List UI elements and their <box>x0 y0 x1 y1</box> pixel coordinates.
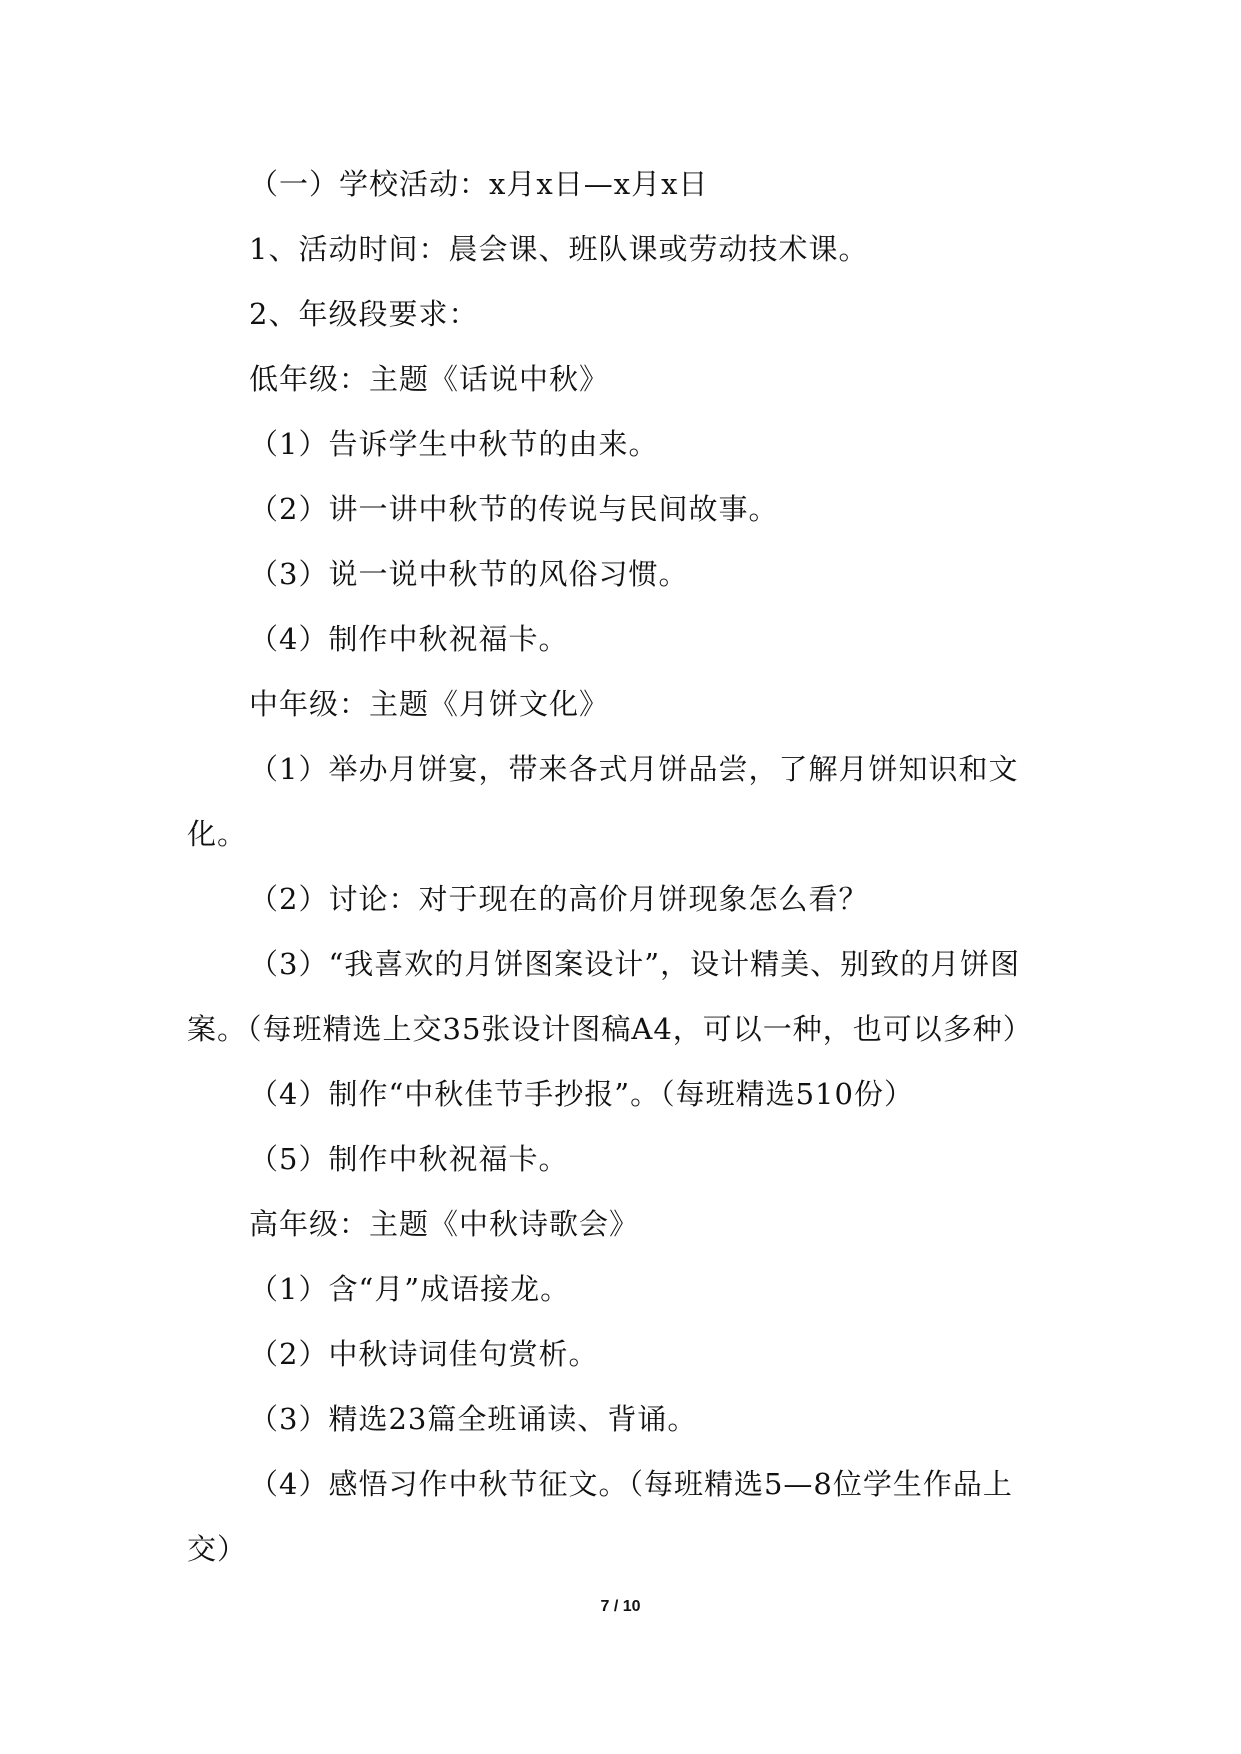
paragraph: 1、活动时间：晨会课、班队课或劳动技术课。 <box>249 232 869 266</box>
list-item: （3）说一说中秋节的风俗习惯。 <box>249 557 689 591</box>
list-item: （1）告诉学生中秋节的由来。 <box>249 427 659 461</box>
list-item: （4）制作中秋祝福卡。 <box>249 622 569 656</box>
paragraph: 2、年级段要求： <box>249 297 479 331</box>
list-item: （1）含“月”成语接龙。 <box>249 1272 571 1306</box>
section-heading: （一）学校活动：x月x日—x月x日 <box>249 167 709 201</box>
grade-theme-heading: 高年级：主题《中秋诗歌会》 <box>249 1207 640 1241</box>
list-item-continuation: 化。 <box>187 817 248 851</box>
list-item: （5）制作中秋祝福卡。 <box>249 1142 569 1176</box>
grade-theme-heading: 中年级：主题《月饼文化》 <box>249 687 610 721</box>
grade-theme-heading: 低年级：主题《话说中秋》 <box>249 362 610 396</box>
list-item: （2）讲一讲中秋节的传说与民间故事。 <box>249 492 779 526</box>
list-item: （2）讨论：对于现在的高价月饼现象怎么看？ <box>249 882 869 916</box>
list-item: （1）举办月饼宴，带来各式月饼品尝，了解月饼知识和文 <box>249 752 1019 786</box>
list-item: （2）中秋诗词佳句赏析。 <box>249 1337 599 1371</box>
page-number: 7 / 10 <box>600 1598 641 1615</box>
list-item: （3）精选23篇全班诵读、背诵。 <box>249 1402 698 1436</box>
list-item-continuation: 案。（每班精选上交35张设计图稿A4，可以一种，也可以多种） <box>187 1012 1033 1046</box>
list-item: （3）“我喜欢的月饼图案设计”，设计精美、别致的月饼图 <box>249 947 1021 981</box>
list-item: （4）制作“中秋佳节手抄报”。（每班精选510份） <box>249 1077 914 1111</box>
list-item: （4）感悟习作中秋节征文。（每班精选5—8位学生作品上 <box>249 1467 1013 1501</box>
list-item-continuation: 交） <box>187 1532 248 1566</box>
